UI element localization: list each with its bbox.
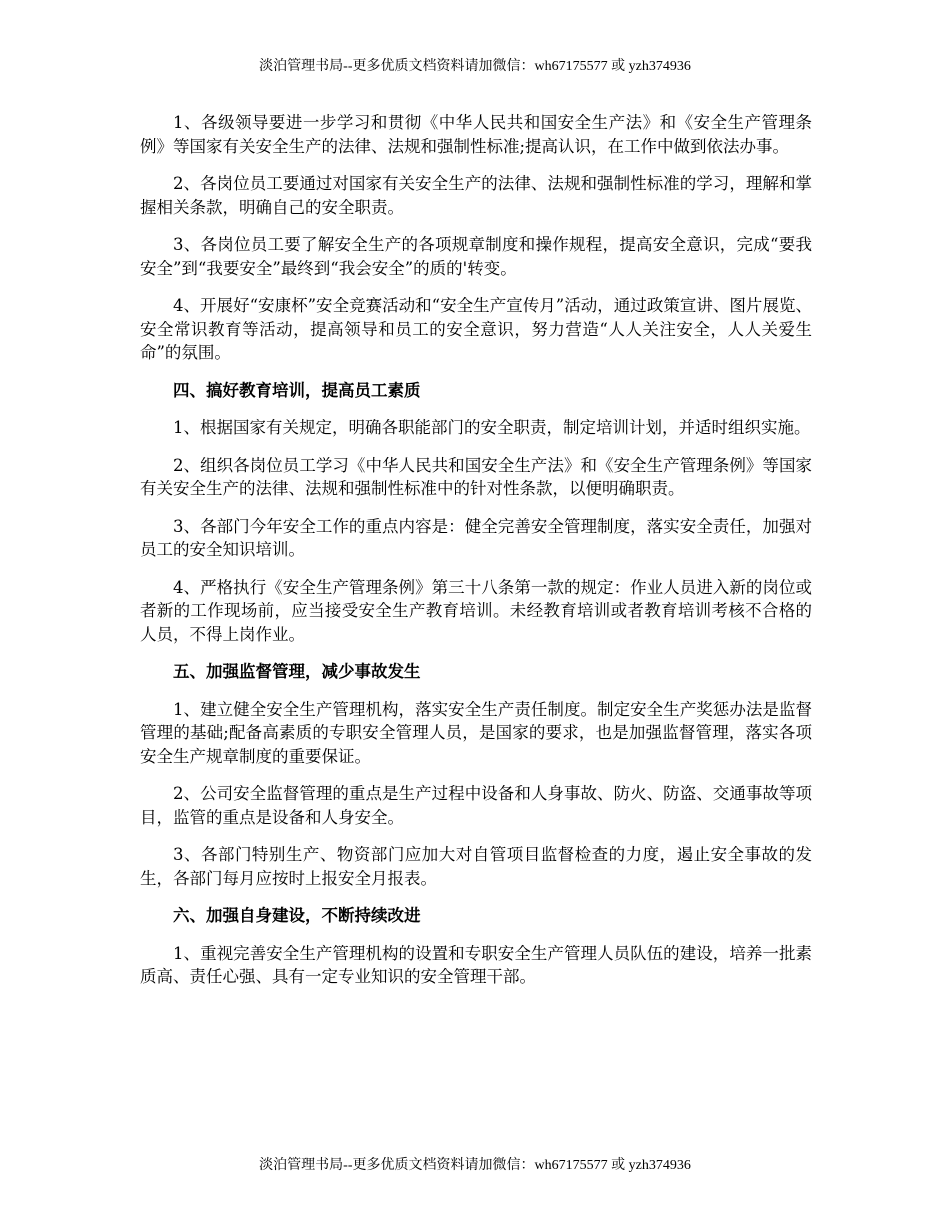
paragraph: 1、建立健全安全生产管理机构，落实安全生产责任制度。制定安全生产奖惩办法是监督管理的基础;配备高素质的专职安全管理人员，是国家的要求，也是加强监督管理，落实各项安全生产规章制度的重要保证。 [140, 699, 812, 766]
paragraph: 3、各岗位员工要了解安全生产的各项规章制度和操作规程，提高安全意识，完成“要我安全”到“我要安全”最终到“我会安全”的质的'转变。 [140, 235, 812, 278]
section-heading: 四、搞好教育培训，提高员工素质 [173, 380, 421, 400]
paragraph: 2、各岗位员工要通过对国家有关安全生产的法律、法规和强制性标准的学习，理解和掌握相关条款，明确自己的安全职责。 [140, 174, 812, 217]
document-body [140, 111, 812, 1003]
page-footer: 淡泊管理书局--更多优质文档资料请加微信：wh67175577 或 yzh374936 [259, 1158, 691, 1173]
paragraph: 1、根据国家有关规定，明确各职能部门的安全职责，制定培训计划，并适时组织实施。 [173, 418, 811, 437]
section-heading: 六、加强自身建设，不断持续改进 [173, 906, 421, 925]
paragraph: 2、组织各岗位员工学习《中华人民共和国安全生产法》和《安全生产管理条例》等国家有关安全生产的法律、法规和强制性标准中的针对性条款，以便明确职责。 [140, 455, 812, 498]
paragraph: 3、各部门今年安全工作的重点内容是：健全完善安全管理制度，落实安全责任，加强对员工的安全知识培训。 [140, 516, 812, 559]
page-header: 淡泊管理书局--更多优质文档资料请加微信：wh67175577 或 yzh374936 [259, 59, 691, 74]
paragraph: 4、严格执行《安全生产管理条例》第三十八条第一款的规定：作业人员进入新的岗位或者新的工作现场前，应当接受安全生产教育培训。未经教育培训或者教育培训考核不合格的人员，不得上岗作业。 [140, 577, 812, 644]
paragraph: 3、各部门特别生产、物资部门应加大对自管项目监督检查的力度，遏止安全事故的发生，各部门每月应按时上报安全月报表。 [140, 845, 812, 888]
section-heading: 五、加强监督管理，减少事故发生 [173, 662, 421, 681]
paragraph: 1、各级领导要进一步学习和贯彻《中华人民共和国安全生产法》和《安全生产管理条例》等国家有关安全生产的法律、法规和强制性标准;提高认识，在工作中做到依法办事。 [140, 113, 812, 156]
paragraph: 2、公司安全监督管理的重点是生产过程中设备和人身事故、防火、防盗、交通事故等项目，监管的重点是设备和人身安全。 [140, 784, 812, 827]
paragraph: 4、开展好“安康杯”安全竞赛活动和“安全生产宣传月”活动，通过政策宣讲、图片展览、安全常识教育等活动，提高领导和员工的安全意识，努力营造“人人关注安全，人人关爱生命”的氛围。 [140, 296, 812, 362]
paragraph: 1、重视完善安全生产管理机构的设置和专职安全生产管理人员队伍的建设，培养一批素质高、责任心强、具有一定专业知识的安全管理干部。 [140, 943, 812, 986]
